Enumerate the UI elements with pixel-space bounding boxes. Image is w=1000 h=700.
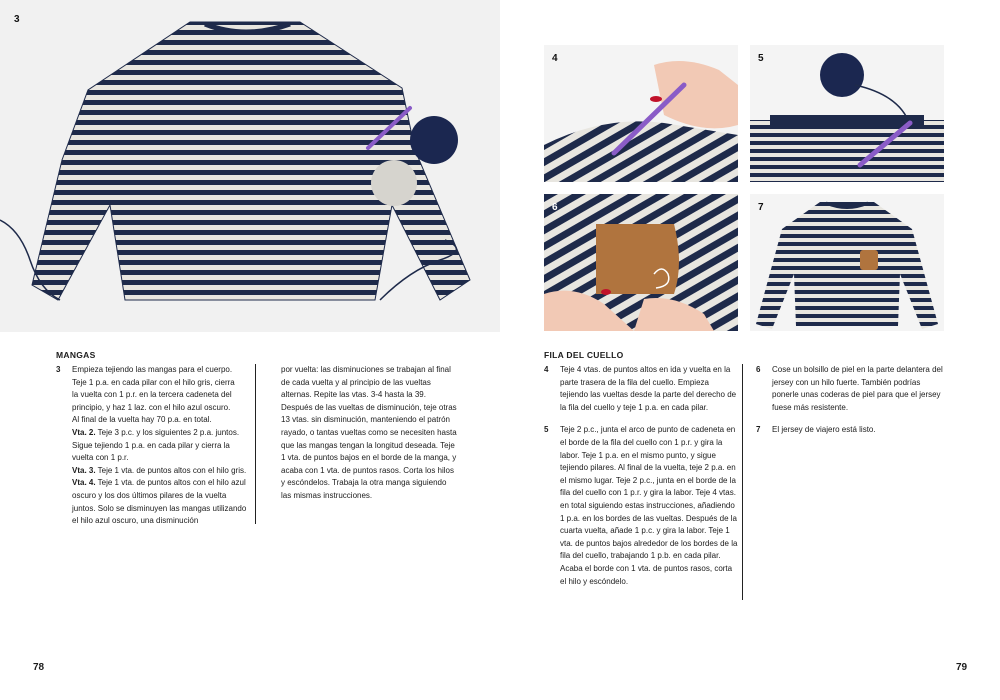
column-divider [255, 364, 256, 524]
collar-illustration [750, 45, 944, 182]
photo-number: 7 [758, 202, 764, 213]
page-number-right: 79 [956, 662, 968, 673]
section-heading-mangas: MANGAS [56, 350, 96, 360]
photo-step-4 [544, 45, 738, 182]
right-text-column-1 [544, 364, 738, 598]
photo-step-6 [544, 194, 738, 331]
step-5 [544, 424, 738, 588]
photo-step-5 [750, 45, 944, 182]
vta-label: Vta. 4. [72, 478, 96, 488]
pocket-sewing-illustration [544, 194, 738, 331]
step-text: Teje 2 p.c., junta el arco de punto de cadeneta en el borde de la fila del cuello con 1 p.r. y gira la labor. Teje 1 p.a. en el mismo punto, y sigue tejiendo pilares. Al final de la vuelta, teje 2 p.a. en el mismo lugar. Teje 2 p.c., junta en el borde de la fila del cuello con 1 p.r. y gira la labor. Teje 4 vtas. en total siguiendo estas instrucciones, añadiendo 1 p.a. en los bordes de las vueltas. Después de la cuarta vuelta, añade 1 p.c. y gira la labor. Teje 1 vta. de puntos bajos alrededor de los bordes de la fila del cuello, trabajando 1 p.b. en cada pilar. Acaba el borde con 1 vta. de puntos rasos, corta el hilo y escóndelo. [560, 425, 738, 586]
step-number: 3 [56, 365, 61, 374]
step-3-continued: por vuelta: las disminuciones se trabajan al final de cada vuelta y al principio de las vueltas alternas. Repite las vtas. 3-4 hasta la 39. Después de las vueltas de disminución, teje otras 13 vtas. sin disminución, manteniendo el patrón rayado, o tantas vueltas como se necesiten hasta que las mangas tengan la longitud deseada. Teje 1 vta. de puntos bajos en el borde de la manga, y acaba con 1 vta. de puntos rasos. Corta los hilos y escóndelos. Trabaja la otra manga siguiendo las mismas instrucciones. [281, 365, 457, 500]
column-divider [742, 364, 743, 600]
left-text-column-2 [281, 364, 457, 503]
sweater-illustration [0, 0, 500, 332]
step-6 [756, 364, 946, 414]
vta-2-paragraph [72, 427, 252, 465]
photo-number: 6 [552, 202, 558, 213]
crochet-hands-illustration [544, 45, 738, 182]
step-number: 4 [544, 365, 549, 374]
vta-text: Teje 1 vta. de puntos altos con el hilo azul oscuro y los dos últimos pilares de la vuelta juntos. Solo se disminuyen las mangas utilizando el hilo azul oscuro, una disminución [72, 478, 247, 526]
photo-number: 3 [14, 14, 20, 25]
vta-text: Teje 1 vta. de puntos altos con el hilo gris. [97, 465, 247, 475]
step-3-line: Teje 1 p.a. en cada pilar con el hilo gris, cierra [72, 377, 235, 387]
vta-label: Vta. 2. [72, 427, 96, 437]
step-3 [56, 364, 252, 528]
photo-sweater-flat [0, 0, 500, 332]
photo-step-7 [750, 194, 944, 331]
right-text-column-2 [756, 364, 946, 447]
step-3-line: Empieza tejiendo las mangas para el cuerpo. [72, 365, 233, 374]
vta-label: Vta. 3. [72, 465, 96, 475]
photo-number: 4 [552, 53, 558, 64]
step-number: 7 [756, 425, 761, 435]
page-number-left: 78 [33, 662, 45, 673]
vta-3-paragraph [72, 465, 252, 478]
photo-number: 5 [758, 53, 764, 64]
step-3-line: Al final de la vuelta hay 70 p.a. en total. [72, 415, 212, 425]
step-7 [756, 424, 946, 437]
section-heading-fila-del-cuello: FILA DEL CUELLO [544, 350, 624, 360]
step-number: 5 [544, 425, 549, 435]
step-text: El jersey de viajero está listo. [772, 425, 876, 435]
step-4 [544, 364, 738, 414]
vta-4-paragraph [72, 477, 252, 527]
left-text-column-1 [56, 364, 252, 538]
step-3-line: principio, y haz 1 laz. con el hilo azul oscuro. [72, 402, 231, 412]
finished-sweater-illustration [750, 194, 944, 331]
step-text: Teje 4 vtas. de puntos altos en ida y vuelta en la parte trasera de la fila del cuello. Empieza tejiendo las vueltas desde la parte del derecho de la fila del cuello y teje 1 p.a. en cada pilar. [560, 365, 737, 412]
step-number: 6 [756, 365, 761, 374]
vta-text: Teje 3 p.c. y los siguientes 2 p.a. juntos. Sigue tejiendo 1 p.a. en cada pilar y cierra la vuelta con 1 p.r. [72, 427, 240, 463]
step-text: Cose un bolsillo de piel en la parte delantera del jersey con un hilo fuerte. También podrías ponerle unas coderas de piel para que el jersey fuese más resistente. [772, 365, 943, 412]
step-3-line: la vuelta con 1 p.r. en la tercera cadeneta del [72, 390, 232, 400]
